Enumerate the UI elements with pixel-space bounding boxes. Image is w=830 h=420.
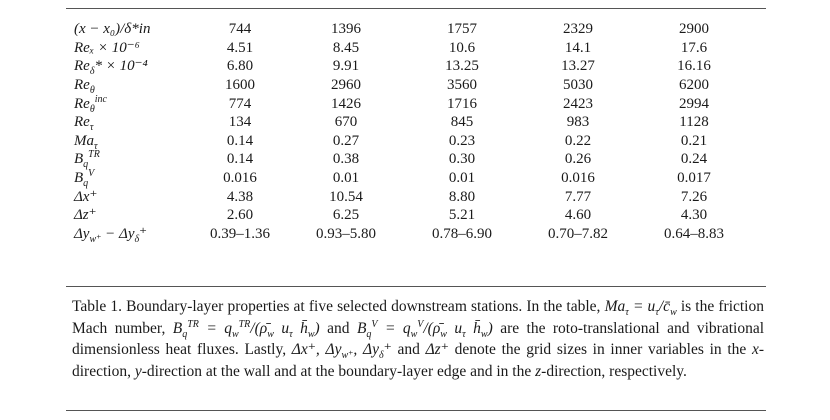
table-cell: 14.1 <box>564 39 592 56</box>
table-row <box>74 150 752 169</box>
table-cell: 774 <box>228 95 252 112</box>
table-cell: 0.14 <box>226 132 254 149</box>
table-cell: 0.23 <box>448 132 476 149</box>
table-cell: 0.016 <box>223 170 257 187</box>
table-cell: 6.80 <box>226 58 254 75</box>
table-cell: 2960 <box>331 77 361 94</box>
table-cell: 0.64–8.83 <box>664 225 724 242</box>
table-row <box>74 225 752 244</box>
table-cell: 6200 <box>679 77 709 94</box>
table-top-rule <box>66 8 766 9</box>
caption-var-y: y <box>134 362 142 380</box>
table-cell: 10.6 <box>448 39 476 56</box>
row-label: Δx⁺ <box>74 188 98 205</box>
table-cell: 1600 <box>225 77 255 94</box>
table-body <box>74 20 752 243</box>
table-cell: 0.016 <box>561 170 595 187</box>
table-cell: 845 <box>450 114 474 131</box>
row-label: $Re_\tau$ <box>74 114 94 134</box>
table-cell: 0.017 <box>677 170 711 187</box>
table-cell: 3560 <box>447 77 477 94</box>
caption-var-z: z <box>535 362 542 380</box>
table-cell: 0.01 <box>332 170 360 187</box>
row-label: $Re_\theta^{inc}$ <box>74 93 107 115</box>
row-label: (x − x₀)/δ*in <box>74 21 151 38</box>
row-label: Δz⁺ <box>74 207 97 224</box>
row-label: $Ma_\tau$ <box>74 132 98 152</box>
table-cell: 0.21 <box>680 132 708 149</box>
caption-seg4: are the roto-translational and vibrational dimensionless heat fluxes. Lastly, <box>72 319 765 358</box>
table-cell: 0.26 <box>564 151 592 168</box>
row-label: $Re_\delta* \times 10^{-4}$ <box>74 58 148 78</box>
caption-eq-bv: $B_q^V$ = $q_w^V/(\rhō_w$ $u_\tau$ $h̄_w$) <box>356 318 493 340</box>
table-cell: 5.21 <box>448 207 476 224</box>
table-cell: 4.30 <box>680 207 708 224</box>
caption-seg3: and <box>319 319 357 337</box>
caption-eq-ma: $Ma_\tau$ = $u_\tau/c̄_w$ <box>604 298 677 319</box>
caption-seg2: is the friction Mach number, <box>72 298 764 337</box>
caption-var-x: x <box>751 341 759 358</box>
caption-eq-list: Δx⁺, $\Delta y_{w^+}$, $\Delta y_\delta^+$ <box>291 341 392 362</box>
table-cell: 2900 <box>679 21 709 38</box>
caption-seg6: denote the grid sizes in inner variables in the <box>448 341 752 358</box>
table-cell: 983 <box>566 114 590 131</box>
table-cell: 8.45 <box>332 39 360 56</box>
table-cell: 0.30 <box>448 151 476 168</box>
table-cell: 4.60 <box>564 207 592 224</box>
table-row <box>74 57 752 76</box>
table-row <box>74 187 752 206</box>
row-label: Reₓ × 10⁻⁶ <box>74 39 140 56</box>
table-cell: 13.25 <box>445 58 479 75</box>
caption-seg7: -direction, <box>72 341 765 380</box>
table-cell: 5030 <box>563 77 593 94</box>
table-row <box>74 20 752 39</box>
caption-prefix: Table 1. <box>72 298 122 315</box>
table-cell: 6.25 <box>332 207 360 224</box>
table-cell: 17.6 <box>680 39 708 56</box>
table-row <box>74 206 752 225</box>
table-row <box>74 94 752 113</box>
table-cell: 1396 <box>331 21 361 38</box>
properties-table <box>74 20 752 243</box>
table-row <box>74 76 752 95</box>
table-cell: 2423 <box>563 95 593 112</box>
table-cell: 1757 <box>447 21 477 38</box>
caption-eq-dz: Δz⁺ <box>425 341 449 358</box>
caption-seg8: -direction at the wall and at the boundary-layer edge and in the <box>141 362 536 380</box>
table-cell: 16.16 <box>677 58 711 75</box>
table-cell: 10.54 <box>329 188 363 205</box>
table-bottom-rule <box>66 286 766 287</box>
table-cell: 4.51 <box>226 39 254 56</box>
table-cell: 744 <box>228 21 252 38</box>
table-row <box>74 113 752 132</box>
table-cell: 134 <box>228 114 252 131</box>
row-label: $Re_\theta$ <box>74 77 95 97</box>
table-cell: 0.14 <box>226 151 254 168</box>
table-cell: 1128 <box>679 114 709 131</box>
table-cell: 2994 <box>679 95 709 112</box>
table-row <box>74 132 752 151</box>
table-cell: 0.27 <box>332 132 360 149</box>
caption-seg5: and <box>391 341 426 358</box>
table-cell: 0.39–1.36 <box>210 225 270 242</box>
table-cell: 2.60 <box>226 207 254 224</box>
table-cell: 7.77 <box>564 188 592 205</box>
table-row <box>74 169 752 188</box>
table-cell: 0.93–5.80 <box>316 225 376 242</box>
caption-seg9: -direction, respectively. <box>541 362 687 380</box>
row-label: $B_q^{TR}$ <box>74 149 100 171</box>
table-cell: 7.26 <box>680 188 708 205</box>
caption-seg1: Boundary-layer properties at five selected downstream stations. In the table, <box>121 298 605 315</box>
table-cell: 0.70–7.82 <box>548 225 608 242</box>
table-cell: 0.24 <box>680 151 708 168</box>
table-cell: 670 <box>334 114 358 131</box>
table-cell: 0.78–6.90 <box>432 225 492 242</box>
table-cell: 1426 <box>331 95 361 112</box>
caption-eq-btr: $B_q^{TR}$ = $q_w^{TR}/(\rhō_w$ $u_\tau$ $h̄_w$) <box>172 318 320 340</box>
table-cell: 4.38 <box>226 188 254 205</box>
row-label: $B_q^V$ <box>74 168 95 190</box>
table-cell: 13.27 <box>561 58 595 75</box>
table-cell: 2329 <box>563 21 593 38</box>
table-caption <box>72 296 764 382</box>
table-cell: 0.38 <box>332 151 360 168</box>
table-cell: 1716 <box>447 95 477 112</box>
table-row <box>74 39 752 58</box>
row-label: $\Delta y_{w^+} - \Delta y_\delta^+$ <box>74 225 148 245</box>
table-cell: 8.80 <box>448 188 476 205</box>
table-cell: 9.91 <box>332 58 360 75</box>
table-cell: 0.22 <box>564 132 592 149</box>
table-cell: 0.01 <box>448 170 476 187</box>
page-bottom-rule <box>66 410 766 411</box>
